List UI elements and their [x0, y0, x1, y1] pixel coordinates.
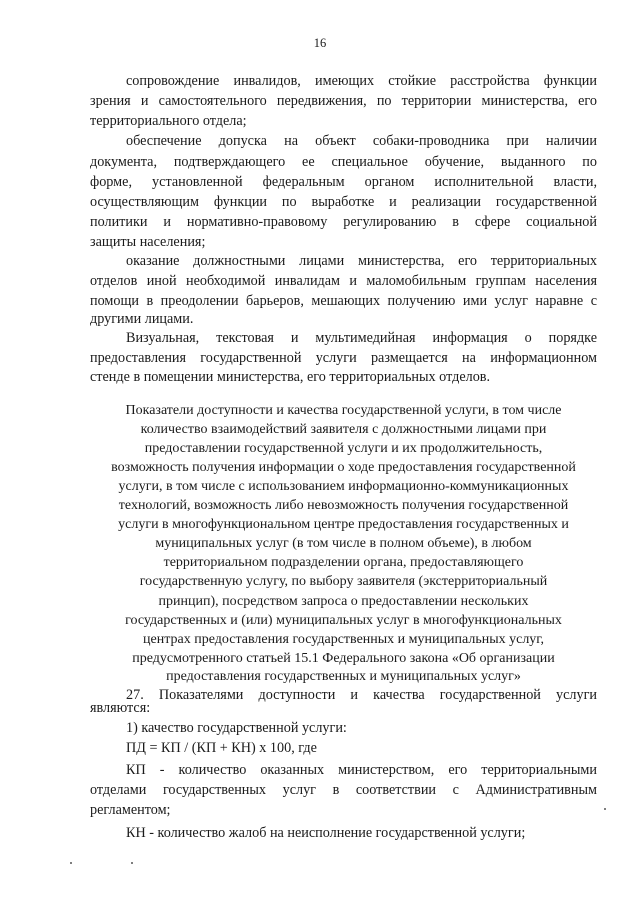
- heading-line: принцип), посредством запроса о предоставлении нескольких: [158, 594, 529, 609]
- heading-line: технологий, возможность либо невозможность получения государственной: [118, 498, 569, 513]
- text-line: обеспечение допуска на объект собаки-проводника при наличии: [126, 133, 597, 149]
- heading-line: предоставлении государственной услуги и их продолжительность,: [144, 441, 543, 456]
- text-line: политики и нормативно-правовому регулированию в сфере социальной: [90, 214, 597, 230]
- scan-speck: [70, 862, 72, 864]
- text-line: предоставления государственной услуги размещается на информационном: [90, 350, 597, 366]
- heading-line: государственных и (или) муниципальных услуг в многофункциональных: [125, 613, 562, 628]
- heading-line: услуги, в том числе с использованием информационно-коммуникационных: [118, 479, 569, 494]
- text-line: форме, установленной федеральным органом исполнительной власти,: [90, 174, 597, 190]
- heading-line: государственную услугу, по выбору заявителя (экстерриториальный: [139, 574, 548, 589]
- scan-speck: [604, 808, 606, 810]
- text-line: помощи в преодолении барьеров, мешающих получению ими услуг наравне с: [90, 293, 597, 309]
- text-line: Визуальная, текстовая и мультимедийная информация о порядке: [126, 330, 597, 346]
- text-line: оказание должностными лицами министерства, его территориальных: [126, 253, 597, 269]
- text-line: отделами государственных услуг в соответствии с Административным: [90, 782, 597, 798]
- formula: ПД = КП / (КП + КН) х 100, где: [126, 740, 317, 756]
- text-line: регламентом;: [90, 802, 171, 818]
- heading-line: количество взаимодействий заявителя с должностными лицами при: [140, 422, 547, 437]
- heading-line: территориальном подразделении органа, предоставляющего: [163, 555, 524, 570]
- text-line: являются:: [90, 700, 151, 716]
- page-number: 16: [313, 36, 327, 50]
- heading-line: муниципальных услуг (в том числе в полном объеме), в любом: [155, 536, 532, 551]
- heading-line: предоставления государственных и муниципальных услуг»: [166, 669, 521, 684]
- scan-speck: [131, 862, 133, 864]
- text-line: отделов иной необходимой инвалидам и маломобильным группам населения: [90, 273, 597, 289]
- heading-line: центрах предоставления государственных и муниципальных услуг,: [143, 632, 544, 647]
- heading-line: возможность получения информации о ходе предоставления государственной: [111, 460, 576, 475]
- text-line: КН - количество жалоб на неисполнение государственной услуги;: [126, 825, 526, 841]
- heading-line: услуги в многофункциональном центре предоставления государственных и: [118, 517, 569, 532]
- text-line: документа, подтверждающего ее специальное обучение, выданного по: [90, 154, 597, 170]
- text-line: сопровождение инвалидов, имеющих стойкие расстройства функции: [126, 73, 597, 89]
- heading-line: предусмотренного статьей 15.1 Федерального закона «Об организации: [132, 651, 555, 666]
- heading-line: Показатели доступности и качества государственной услуги, в том числе: [125, 403, 562, 418]
- text-line: защиты населения;: [90, 234, 206, 250]
- text-line: 27. Показателями доступности и качества государственной услуги: [126, 687, 597, 703]
- text-line: осуществляющим функции по выработке и реализации государственной: [90, 194, 597, 210]
- text-line: стенде в помещении министерства, его территориальных отделов.: [90, 369, 491, 385]
- text-line: территориального отдела;: [90, 113, 247, 129]
- text-line: зрения и самостоятельного передвижения, по территории министерства, его: [90, 93, 597, 109]
- text-line: другими лицами.: [90, 311, 194, 327]
- list-item: 1) качество государственной услуги:: [126, 720, 347, 736]
- text-line: КП - количество оказанных министерством, его территориальными: [126, 762, 597, 778]
